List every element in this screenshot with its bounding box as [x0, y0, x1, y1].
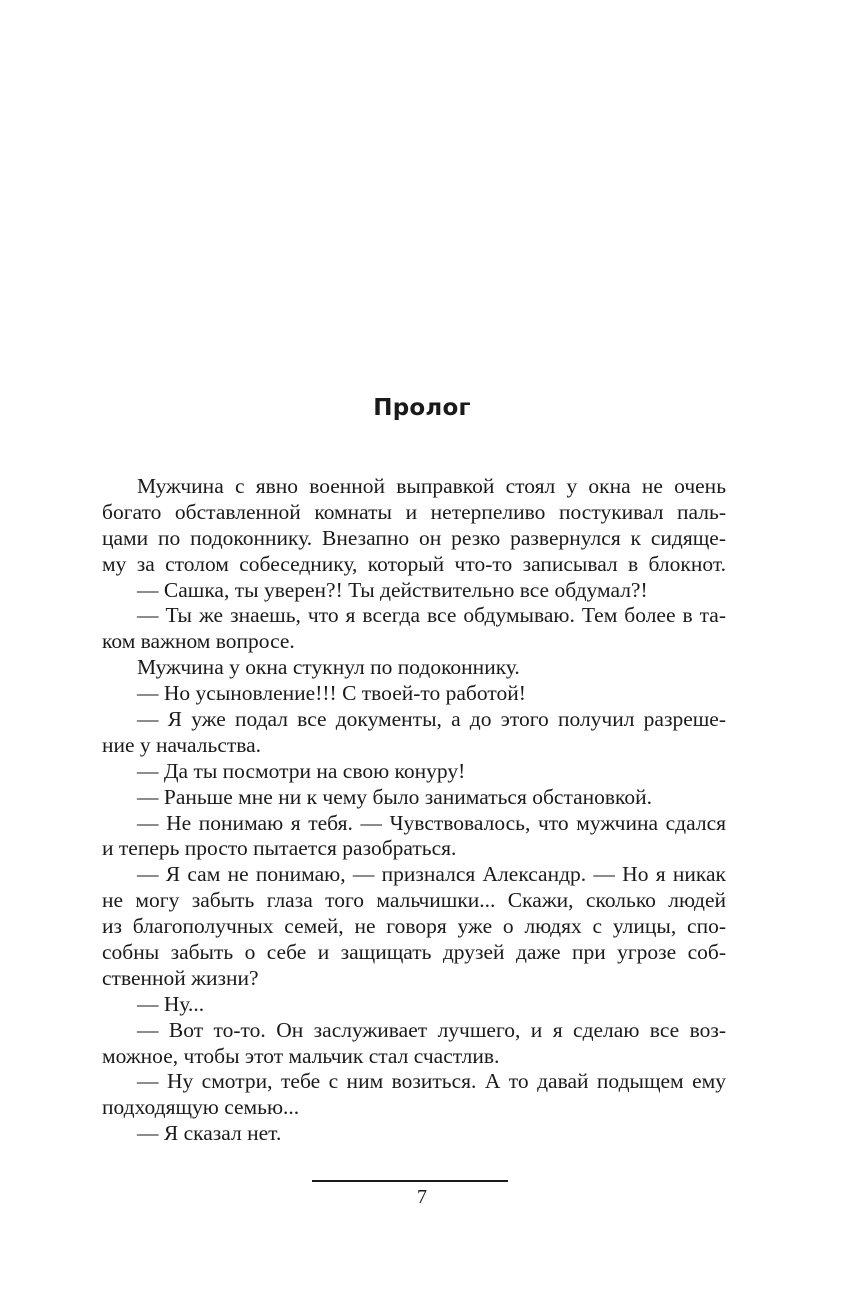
text-line: можное, чтобы этот мальчик стал счастлив.	[102, 1043, 500, 1068]
page-number: 7	[417, 1186, 427, 1208]
text-line: — Сашка, ты уверен?! Ты действительно все обдумал?!	[137, 577, 648, 602]
text-line: — Да ты посмотри на свою конуру!	[137, 758, 466, 783]
text-line: — Не понимаю я тебя. — Чувствовалось, что мужчина сдался	[137, 810, 726, 835]
chapter-body	[102, 474, 726, 1147]
text-line: — Вот то-то. Он заслуживает лучшего, и я сделаю все воз-	[137, 1017, 726, 1042]
text-line: ние у начальства.	[102, 732, 262, 757]
text-line: — Раньше мне ни к чему было заниматься обстановкой.	[137, 784, 653, 809]
text-line: Мужчина у окна стукнул по подоконнику.	[137, 655, 520, 680]
text-line: — Ну смотри, тебе с ним возиться. А то давай подыщем ему	[137, 1069, 726, 1094]
text-line: му за столом собеседнику, который что-то записывал в блокнот.	[102, 551, 726, 576]
text-line: — Ты же знаешь, что я всегда все обдумываю. Тем более в та-	[137, 603, 726, 628]
chapter-title: Пролог	[373, 395, 471, 421]
text-line: — Я сам не понимаю, — признался Александр. — Но я никак	[137, 862, 726, 887]
text-line: богато обставленной комнаты и нетерпеливо постукивал паль-	[102, 499, 726, 524]
text-line: не могу забыть глаза того мальчишки... Скажи, сколько людей	[102, 888, 726, 913]
text-line: ком важном вопросе.	[102, 629, 295, 654]
text-line: — Ну...	[137, 991, 205, 1016]
text-line: подходящую семью...	[102, 1095, 300, 1120]
footer-rule	[312, 1180, 508, 1182]
text-line: — Я уже подал все документы, а до этого получил разреше-	[137, 707, 726, 732]
text-line: — Но усыновление!!! С твоей-то работой!	[137, 681, 526, 706]
text-line: — Я сказал нет.	[137, 1121, 282, 1146]
text-line: и теперь просто пытается разобраться.	[102, 836, 457, 861]
text-line: цами по подоконнику. Внезапно он резко развернулся к сидяще-	[102, 525, 726, 550]
text-line: Мужчина с явно военной выправкой стоял у окна не очень	[137, 474, 726, 498]
text-line: собны забыть о себе и защищать друзей даже при угрозе соб-	[102, 940, 726, 965]
text-line: ственной жизни?	[102, 965, 259, 990]
text-line: из благополучных семей, не говоря уже о людях с улицы, спо-	[102, 914, 726, 939]
